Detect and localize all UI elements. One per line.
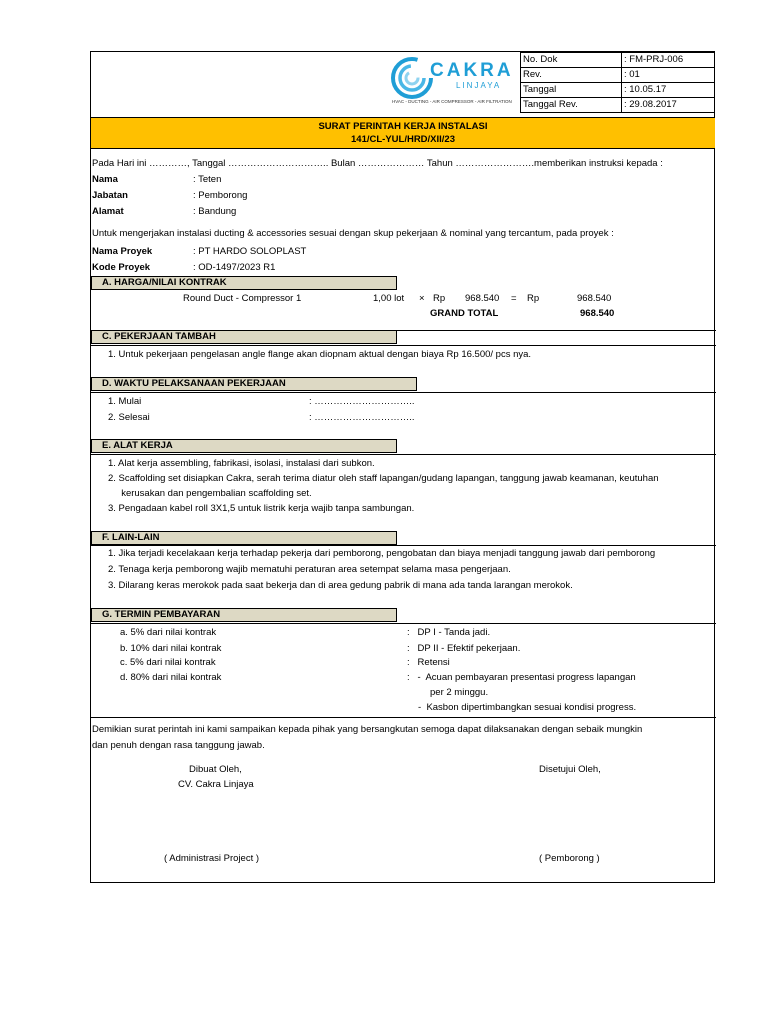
divider <box>90 454 716 455</box>
contract-price: 968.540 <box>465 293 500 304</box>
field-value-nama: : Teten <box>193 174 222 185</box>
section-f-item: 3. Dilarang keras merokok pada saat bekerja dan di area gedung pabrik di mana ada tanda larangan merokok. <box>108 580 573 591</box>
meta-label: Rev. <box>521 68 622 83</box>
divider <box>90 717 716 718</box>
intro-line: Pada Hari ini …………, Tanggal ………………………….. Bulan ………………… Tahun …………………….memberikan instruksi kepada : <box>92 158 663 169</box>
logo-tagline: HVAC - DUCTING - AIR COMPRESSOR - AIR FILTRATION <box>392 99 512 104</box>
term-value: : - Acuan pembayaran presentasi progress lapangan <box>407 672 636 683</box>
term-label: b. 10% dari nilai kontrak <box>120 643 222 654</box>
document-title-band <box>91 117 715 149</box>
contract-item: Round Duct - Compressor 1 <box>183 293 302 304</box>
meta-label: No. Dok <box>521 53 622 68</box>
section-c-item: 1. Untuk pekerjaan pengelasan angle flange akan diopnam aktual dengan biaya Rp 16.500/ pcs nya. <box>108 349 532 360</box>
section-g-header: G. TERMIN PEMBAYARAN <box>91 608 397 622</box>
meta-row <box>521 98 715 113</box>
section-e-item: kerusakan dan pengembalian scaffolding set. <box>108 488 312 499</box>
scope-line: Untuk mengerjakan instalasi ducting & accessories sesuai dengan skup pekerjaan & nominal yang tercantum, pada proyek : <box>92 228 614 239</box>
section-a-header: A. HARGA/NILAI KONTRAK <box>91 276 397 290</box>
approved-by-label: Disetujui Oleh, <box>539 764 601 775</box>
project-code-value: : OD-1497/2023 R1 <box>193 262 276 273</box>
contract-rp1: Rp <box>433 293 446 304</box>
section-e-item: 1. Alat kerja assembling, fabrikasi, isolasi, instalasi dari subkon. <box>108 458 375 469</box>
meta-label: Tanggal Rev. <box>521 98 622 113</box>
section-e-item: 3. Pengadaan kabel roll 3X1,5 untuk listrik kerja wajib tanpa sambungan. <box>108 503 415 514</box>
meta-row <box>521 83 715 98</box>
meta-value: : 01 <box>622 68 715 83</box>
end-label: 2. Selesai <box>108 412 150 423</box>
contract-qty: 1,00 lot <box>373 293 405 304</box>
meta-label: Tanggal <box>521 83 622 98</box>
term-label: c. 5% dari nilai kontrak <box>120 657 216 668</box>
field-value-alamat: : Bandung <box>193 206 237 217</box>
logo-sub: LINJAYA <box>456 81 502 90</box>
section-d-header: D. WAKTU PELAKSANAAN PEKERJAAN <box>91 377 417 391</box>
meta-value: : FM-PRJ-006 <box>622 53 715 68</box>
start-label: 1. Mulai <box>108 396 142 407</box>
field-label-nama: Nama <box>92 174 118 185</box>
term-value: : DP I - Tanda jadi. <box>407 627 491 638</box>
section-f-header: F. LAIN-LAIN <box>91 531 397 545</box>
signature-right: ( Pemborong ) <box>539 853 600 864</box>
contract-eq: = <box>511 293 517 304</box>
meta-row <box>521 53 715 68</box>
divider <box>90 345 716 346</box>
term-label: a. 5% dari nilai kontrak <box>120 627 217 638</box>
grand-total-label: GRAND TOTAL <box>430 308 499 319</box>
closing-line-2: dan penuh dengan rasa tanggung jawab. <box>92 740 265 751</box>
document-meta-table <box>520 52 715 113</box>
signature-left: ( Administrasi Project ) <box>164 853 260 864</box>
term-value: : Retensi <box>407 657 450 668</box>
field-label-alamat: Alamat <box>92 206 124 217</box>
contract-rp2: Rp <box>527 293 540 304</box>
divider <box>90 392 716 393</box>
meta-value: : 29.08.2017 <box>622 98 715 113</box>
divider <box>90 545 716 546</box>
logo-brand: CAKRA <box>430 60 514 81</box>
contract-times: × <box>419 293 425 304</box>
section-e-item: 2. Scaffolding set disiapkan Cakra, serah terima diatur oleh staff lapangan/gudang lapangan, tanggung jawab keamanan, keutuhan <box>108 473 659 484</box>
document-title: SURAT PERINTAH KERJA INSTALASI <box>318 121 488 132</box>
section-f-item: 1. Jika terjadi kecelakaan kerja terhadap pekerja dari pemborong, pengobatan dan biaya menjadi tanggung jawab dari pemborong <box>108 548 656 559</box>
company-name: CV. Cakra Linjaya <box>178 779 254 790</box>
meta-value: : 10.05.17 <box>622 83 715 98</box>
made-by-label: Dibuat Oleh, <box>189 764 242 775</box>
meta-row <box>521 68 715 83</box>
company-logo <box>390 54 514 110</box>
term-extra: - Kasbon dipertimbangkan sesuai kondisi progress. <box>418 702 637 713</box>
section-c-header: C. PEKERJAAN TAMBAH <box>91 330 397 344</box>
term-label: d. 80% dari nilai kontrak <box>120 672 222 683</box>
closing-line-1: Demikian surat perintah ini kami sampaikan kepada pihak yang bersangkutan semoga dapat dilaksanakan dengan sebaik mungkin <box>92 724 643 735</box>
field-value-jabatan: : Pemborong <box>193 190 248 201</box>
project-name-value: : PT HARDO SOLOPLAST <box>193 246 307 257</box>
section-f-item: 2. Tenaga kerja pemborong wajib mematuhi peraturan area setempat selama masa pengerjaan. <box>108 564 511 575</box>
contract-total: 968.540 <box>577 293 612 304</box>
divider <box>90 623 716 624</box>
project-code-label: Kode Proyek <box>92 262 151 273</box>
term-value: : DP II - Efektif pekerjaan. <box>407 643 521 654</box>
end-value: : ………………………….. <box>309 412 415 423</box>
grand-total-value: 968.540 <box>580 308 615 319</box>
document-number: 141/CL-YUL/HRD/XII/23 <box>351 134 455 145</box>
section-e-header: E. ALAT KERJA <box>91 439 397 453</box>
field-label-jabatan: Jabatan <box>92 190 128 201</box>
term-extra: per 2 minggu. <box>430 687 489 698</box>
project-name-label: Nama Proyek <box>92 246 153 257</box>
start-value: : ………………………….. <box>309 396 415 407</box>
